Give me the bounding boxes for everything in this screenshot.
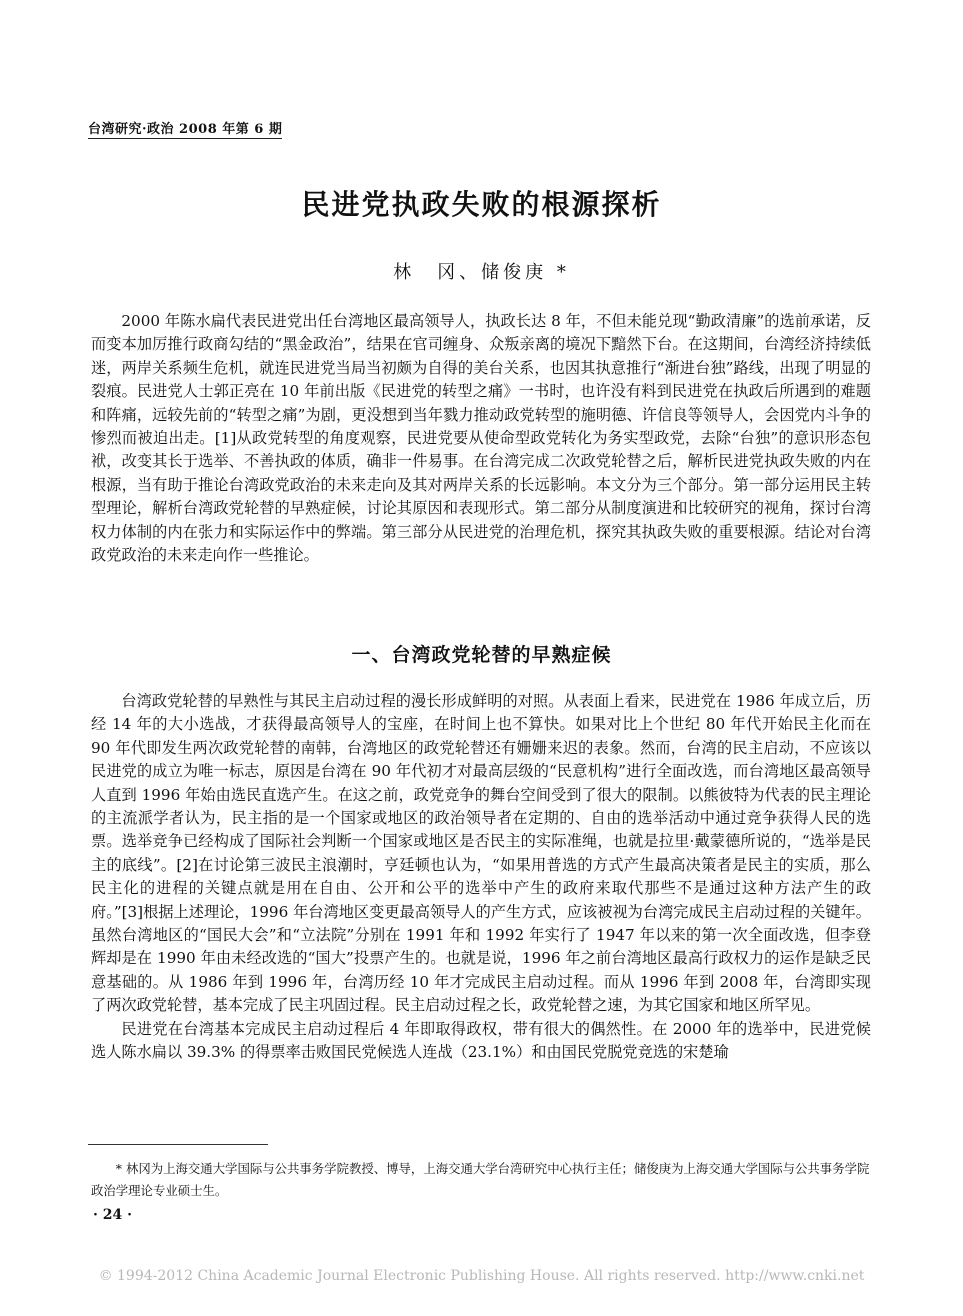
body-paragraph: 民进党在台湾基本完成民主启动过程后 4 年即取得政权，带有很大的偶然性。在 2000 年的选举中，民进党候选人陈水扁以 39.3% 的得票率击败国民党候选人连战（23.1%）和由国民党脱党竞选的宋楚瑜	[91, 1019, 871, 1062]
section-body	[91, 690, 871, 1065]
body-paragraph: 台湾政党轮替的早熟性与其民主启动过程的漫长形成鲜明的对照。从表面上看来，民进党在 1986 年成立后，历经 14 年的大小选战，才获得最高领导人的宝座，在时间上也不算快。如果对比上个世纪 80 年代开始民主化而在 90 年代即发生两次政党轮替的南韩，台湾地区的政党轮替还有姗姗来迟的表象。然而，台湾的民主启动，不应该以民进党的成立为唯一标志，原因是台湾在 90 年代初才对最高层级的“民意机构”进行全面改选，而台湾地区最高领导人直到 1996 年始由选民直选产生。在这之前，政党竞争的舞台空间受到了很大的限制。以熊彼特为代表的民主理论的主流派学者认为，民主指的是一个国家或地区的政治领导者在定期的、自由的选举活动中通过竞争获得人民的选票。选举竞争已经构成了国际社会判断一个国家或地区是否民主的实际准绳，也就是拉里·戴蒙德所说的，“选举是民主的底线”。[2]在讨论第三波民主浪潮时，亨廷顿也认为，“如果用普选的方式产生最高决策者是民主的实质，那么民主化的进程的关键点就是用在自由、公开和公平的选举中产生的政府来取代那些不是通过这种方法产生的政府。”[3]根据上述理论，1996 年台湾地区变更最高领导人的产生方式，应该被视为台湾完成民主启动过程的关键年。虽然台湾地区的“国民大会”和“立法院”分别在 1991 年和 1992 年实行了 1947 年以来的第一次全面改选，但李登辉却是在 1990 年由未经改选的“国大”投票产生的。也就是说，1996 年之前台湾地区最高行政权力的运作是缺乏民意基础的。从 1986 年到 1996 年，台湾历经 10 年才完成民主启动过程。而从 1996 年到 2008 年，台湾即实现了两次政党轮替，基本完成了民主巩固过程。民主启动过程之长，政党轮替之速，为其它国家和地区所罕见。	[91, 692, 871, 1015]
section-heading: 一、台湾政党轮替的早熟症候	[351, 644, 612, 666]
footnote-divider	[88, 1144, 268, 1145]
authors: 林 冈、储俊庚 *	[393, 262, 570, 283]
article-title: 民进党执政失败的根源探析	[301, 188, 662, 221]
page-number: · 24 ·	[93, 1207, 132, 1223]
footnote: * 林冈为上海交通大学国际与公共事务学院教授、博导，上海交通大学台湾研究中心执行主任；储俊庚为上海交通大学国际与公共事务学院政治学理论专业硕士生。	[91, 1161, 870, 1198]
copyright-watermark: © 1994-2012 China Academic Journal Electronic Publishing House. All rights reserved. http://www.cnki.net	[98, 1268, 865, 1284]
abstract: 2000 年陈水扁代表民进党出任台湾地区最高领导人，执政长达 8 年，不但未能兑现“勤政清廉”的选前承诺，反而变本加厉推行政商勾结的“黑金政治”，结果在官司缠身、众叛亲离的境况下黯然下台。在这期间，台湾经济持续低迷，两岸关系频生危机，就连民进党当局当初颇为自得的美台关系，也因其执意推行“渐进台独”路线，出现了明显的裂痕。民进党人士郭正亮在 10 年前出版《民进党的转型之痛》一书时，也许没有料到民进党在执政后所遇到的难题和阵痛，远较先前的“转型之痛”为剧，更没想到当年戮力推动政党转型的施明德、许信良等领导人，会因党内斗争的惨烈而被迫出走。[1]从政党转型的角度观察，民进党要从使命型政党转化为务实型政党，去除“台独”的意识形态包袱，改变其长于选举、不善执政的体质，确非一件易事。在台湾完成二次政党轮替之后，解析民进党执政失败的内在根源，当有助于推论台湾政党政治的未来走向及其对两岸关系的长远影响。本文分为三个部分。第一部分运用民主转型理论，解析台湾政党轮替的早熟症候，讨论其原因和表现形式。第二部分从制度演进和比较研究的视角，探讨台湾权力体制的内在张力和实际运作中的弊端。第三部分从民进党的治理危机，探究其执政失败的重要根源。结论对台湾政党政治的未来走向作一些推论。	[91, 312, 871, 565]
journal-header: 台湾研究·政治 2008 年第 6 期	[88, 118, 282, 139]
